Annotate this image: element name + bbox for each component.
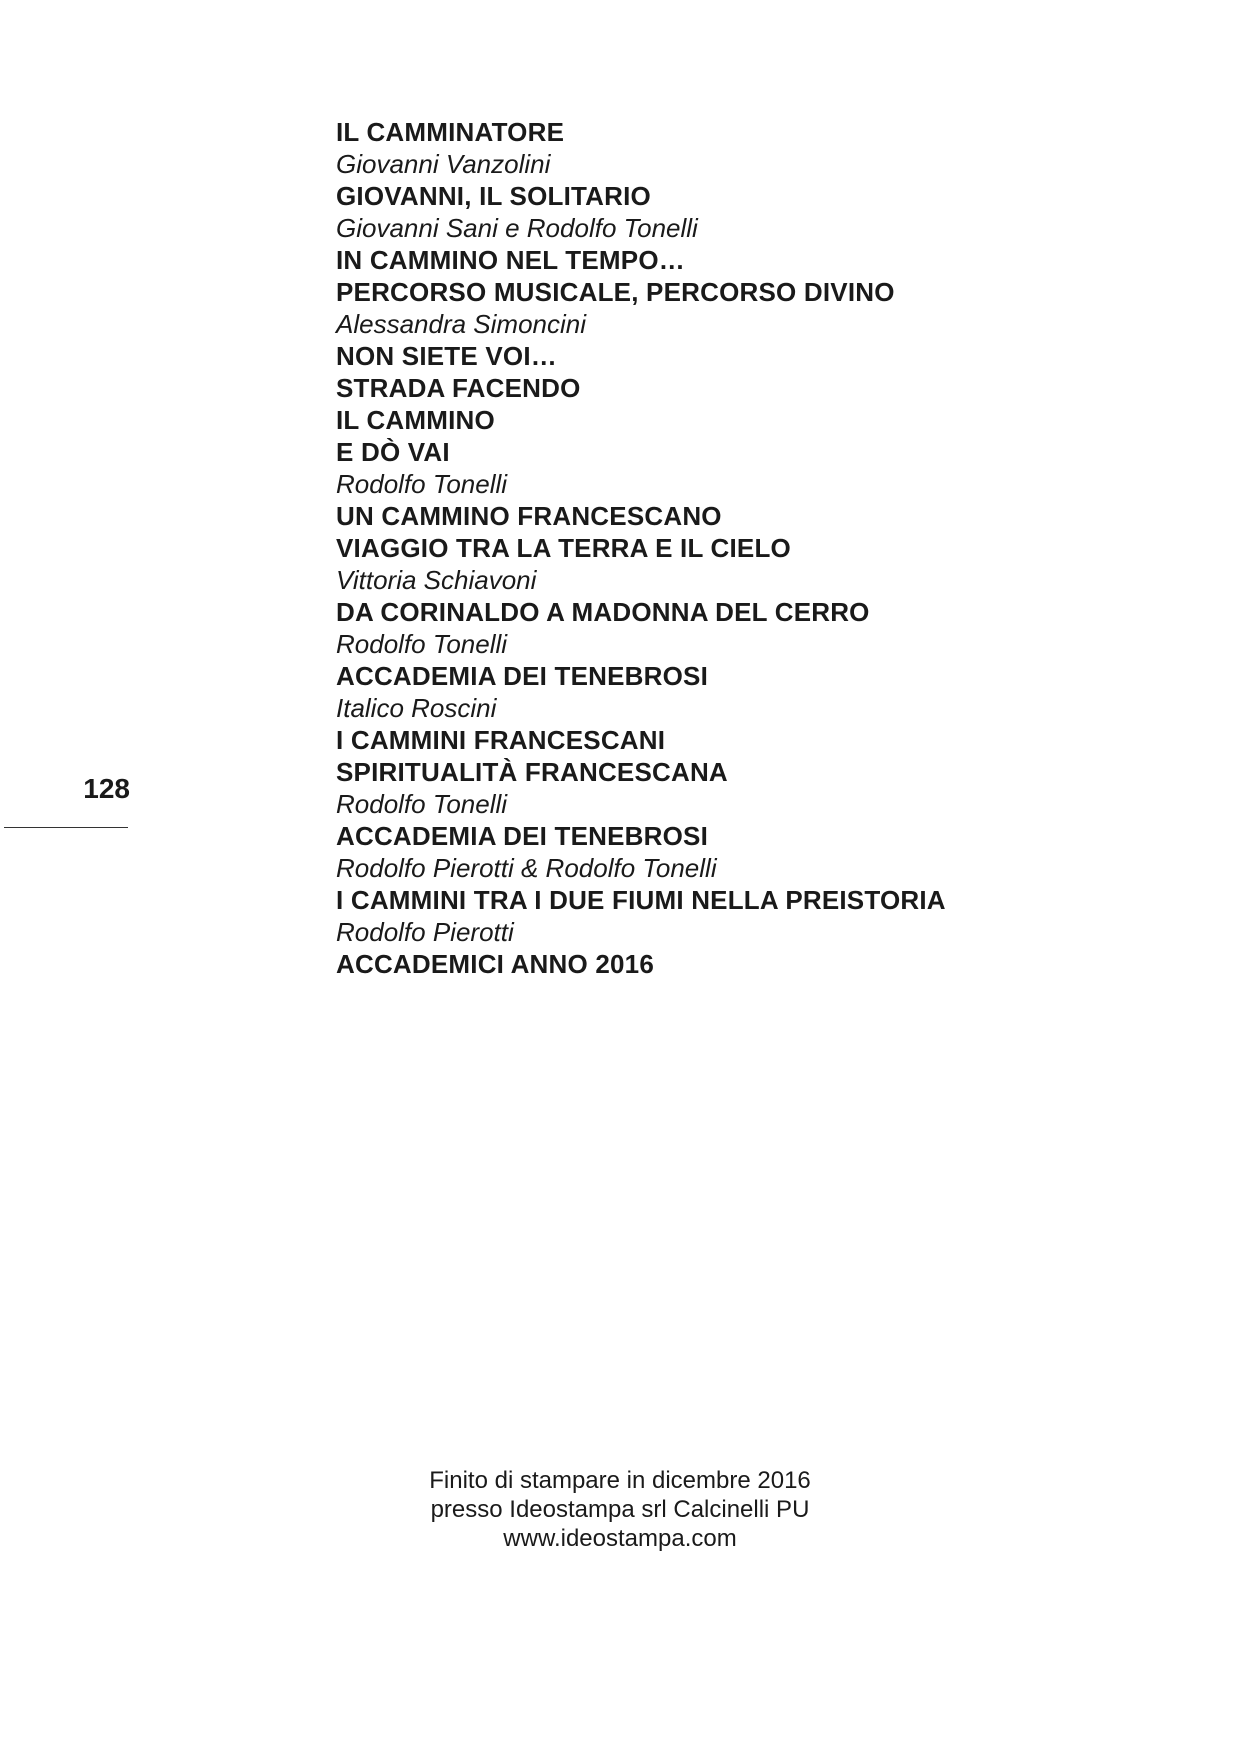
toc-entry-title: IN CAMMINO NEL TEMPO… <box>336 245 685 275</box>
colophon-printer: presso Ideostampa srl Calcinelli PU <box>430 1496 810 1523</box>
toc-entry-title: IL CAMMINO <box>336 405 495 435</box>
toc-entry-title: STRADA FACENDO <box>336 373 581 403</box>
toc-entry-author: Vittoria Schiavoni <box>336 565 537 595</box>
toc-entry-author: Rodolfo Pierotti & Rodolfo Tonelli <box>336 853 717 883</box>
toc-entry-title: GIOVANNI, IL SOLITARIO <box>336 181 651 211</box>
toc-entry-title: IL CAMMINATORE <box>336 117 565 147</box>
toc-entry-title: ACCADEMIA DEI TENEBROSI <box>336 821 708 851</box>
toc-entry-author: Giovanni Vanzolini <box>336 149 551 179</box>
toc-entry-author: Rodolfo Pierotti <box>336 917 514 947</box>
colophon-website: www.ideostampa.com <box>503 1525 737 1552</box>
toc-entry-title: SPIRITUALITÀ FRANCESCANA <box>336 757 728 787</box>
toc-entry-author: Giovanni Sani e Rodolfo Tonelli <box>336 213 698 243</box>
page-number: 128 <box>83 773 130 804</box>
colophon-printing-date: Finito di stampare in dicembre 2016 <box>429 1467 811 1494</box>
toc-entry-title: UN CAMMINO FRANCESCANO <box>336 501 722 531</box>
toc-entry-title: E DÒ VAI <box>336 437 450 467</box>
toc-entry-title: DA CORINALDO A MADONNA DEL CERRO <box>336 597 870 627</box>
toc-entry-author: Rodolfo Tonelli <box>336 789 508 819</box>
toc-entry-author: Italico Roscini <box>336 693 497 723</box>
colophon <box>0 1466 1240 1553</box>
toc-entry-author: Alessandra Simoncini <box>336 309 587 339</box>
toc-entry-author: Rodolfo Tonelli <box>336 469 508 499</box>
toc-entry-title: ACCADEMICI ANNO 2016 <box>336 949 654 979</box>
toc-entry-title: I CAMMINI TRA I DUE FIUMI NELLA PREISTORIA <box>336 885 946 915</box>
toc-entry-title: ACCADEMIA DEI TENEBROSI <box>336 661 708 691</box>
toc-entry-title: VIAGGIO TRA LA TERRA E IL CIELO <box>336 533 791 563</box>
toc-entry-title: PERCORSO MUSICALE, PERCORSO DIVINO <box>336 277 895 307</box>
page-number-rule <box>4 827 128 828</box>
toc-entry-author: Rodolfo Tonelli <box>336 629 508 659</box>
toc-entry-title: NON SIETE VOI… <box>336 341 557 371</box>
toc-entry-title: I CAMMINI FRANCESCANI <box>336 725 666 755</box>
table-of-contents <box>336 116 1216 980</box>
